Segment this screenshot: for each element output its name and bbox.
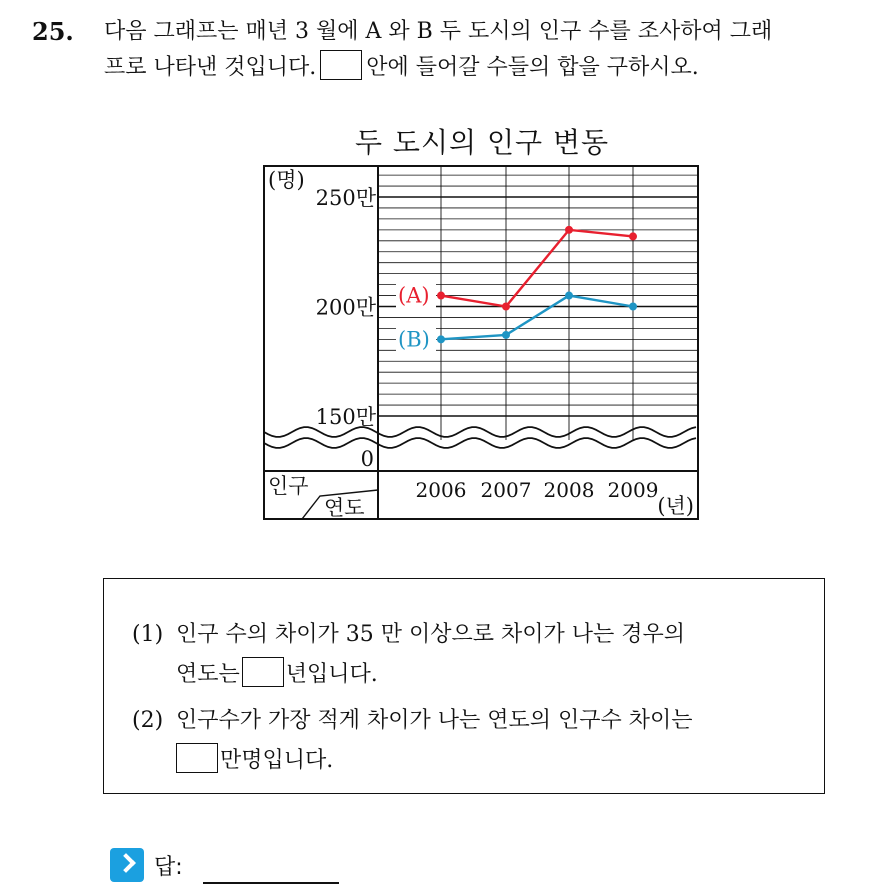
answer-label: 답: xyxy=(154,854,183,880)
subquestion-1-line-2-start: 연도는 xyxy=(176,662,240,687)
subquestion-1-line-1: 인구 수의 차이가 35 만 이상으로 차이가 나는 경우의 xyxy=(176,622,685,647)
x-tick-label-2009: 2009 xyxy=(607,478,659,502)
data-point-0-2008 xyxy=(565,226,573,234)
y-unit-label: (명) xyxy=(268,168,305,192)
x-tick-label-2007: 2007 xyxy=(480,478,532,502)
chevron-right-icon xyxy=(110,848,144,882)
series-label-1: (B) xyxy=(398,327,430,352)
question-number: 25. xyxy=(32,17,74,46)
x-tick-label-2008: 2008 xyxy=(543,478,595,502)
corner-col-label: 연도 xyxy=(324,496,365,520)
y-tick-label-150: 150만 xyxy=(315,405,376,429)
answer-row xyxy=(110,848,339,882)
series-line-0 xyxy=(441,230,633,307)
subquestion-2-line-1: 인구수가 가장 적게 차이가 나는 연도의 인구수 차이는 xyxy=(176,708,693,733)
chart-title: 두 도시의 인구 변동 xyxy=(354,126,610,159)
y-tick-label-200: 200만 xyxy=(315,295,376,320)
series-label-0: (A) xyxy=(398,283,430,308)
subquestion-1-blank-box xyxy=(242,657,284,687)
x-unit-label: (년) xyxy=(657,494,694,518)
x-tick-label-2006: 2006 xyxy=(415,478,467,502)
question-line-2-start: 프로 나타낸 것입니다. xyxy=(104,55,317,80)
question-line-1: 다음 그래프는 매년 3 월에 A 와 B 두 도시의 인구 수를 조사하여 그래 xyxy=(104,19,773,44)
subquestion-box xyxy=(103,578,825,794)
subquestion-2-blank-box xyxy=(176,743,218,773)
data-point-1-2009 xyxy=(629,303,637,311)
data-point-1-2007 xyxy=(502,331,510,339)
data-point-0-2006 xyxy=(437,292,445,300)
subquestion-2-line-2-end: 만명입니다. xyxy=(220,748,334,773)
data-point-0-2009 xyxy=(629,232,637,240)
answer-line[interactable] xyxy=(203,882,339,884)
subquestion-2 xyxy=(132,701,693,781)
subquestion-2-number: (2) xyxy=(132,708,164,733)
y-tick-label-250: 250만 xyxy=(315,186,376,210)
subquestion-1 xyxy=(132,615,685,695)
axis-break-line-bottom xyxy=(264,438,696,448)
data-point-0-2007 xyxy=(502,303,510,311)
data-point-1-2006 xyxy=(437,335,445,343)
question-line-2-end: 안에 들어갈 수들의 합을 구하시오. xyxy=(366,55,699,80)
corner-row-label: 인구 xyxy=(268,474,309,498)
data-point-1-2008 xyxy=(565,292,573,300)
zero-label: 0 xyxy=(360,447,374,471)
subquestion-1-line-2-end: 년입니다. xyxy=(285,662,378,687)
subquestion-1-number: (1) xyxy=(132,622,164,647)
